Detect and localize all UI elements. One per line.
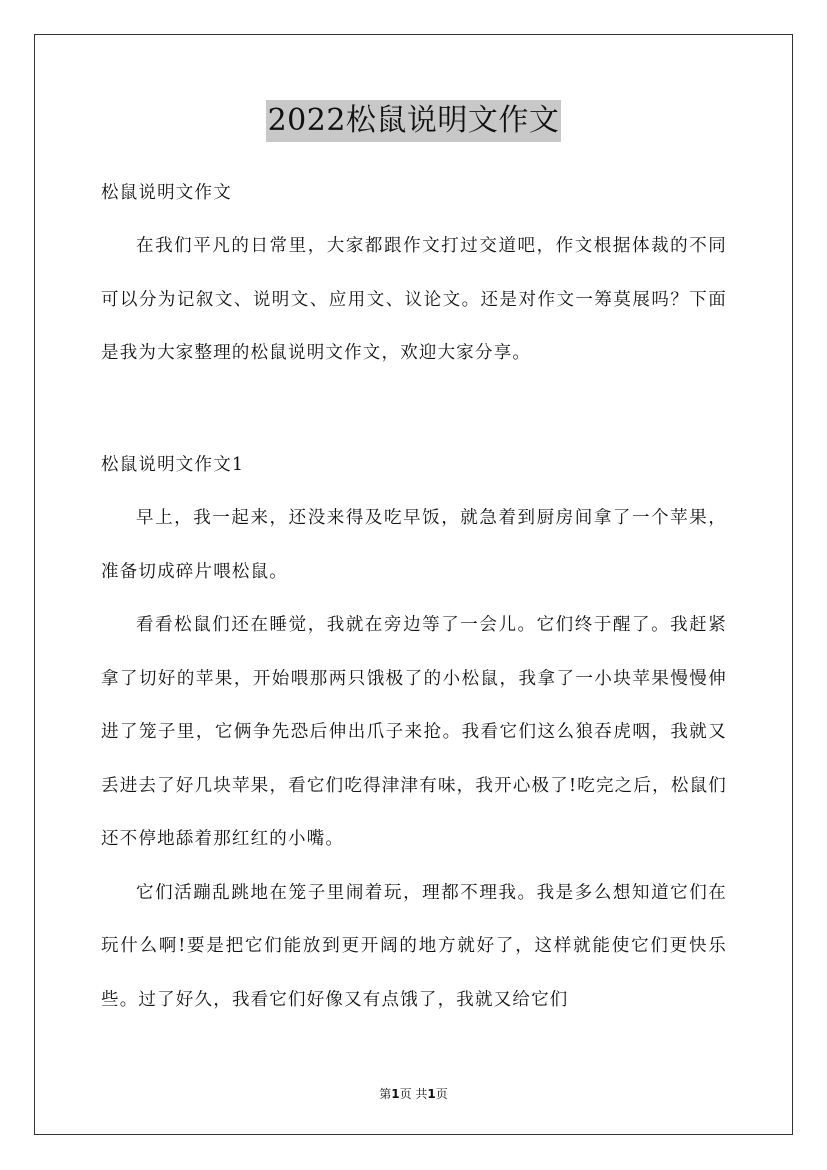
footer-mid: 页 共	[399, 1087, 428, 1101]
body-block	[101, 492, 727, 1027]
document-subtitle: 松鼠说明文作文	[101, 183, 232, 203]
footer-total-pages: 1	[427, 1087, 436, 1101]
intro-block	[101, 220, 727, 381]
footer-suffix: 页	[435, 1087, 448, 1101]
body-paragraph-1: 早上，我一起来，还没来得及吃早饭，就急着到厨房间拿了一个苹果，准备切成碎片喂松鼠。	[101, 508, 727, 582]
footer-current-page: 1	[391, 1087, 400, 1101]
footer-prefix: 第	[379, 1087, 392, 1101]
page-title: 2022松鼠说明文作文	[266, 100, 562, 142]
title-container	[0, 100, 827, 142]
section-heading: 松鼠说明文作文1	[101, 455, 245, 475]
page-footer	[0, 1085, 827, 1102]
body-paragraph-3: 它们活蹦乱跳地在笼子里闹着玩，理都不理我。我是多么想知道它们在玩什么啊!要是把它们能放到更开阔的地方就好了，这样就能使它们更快乐些。过了好久，我看它们好像又有点饿了，我就又给它们	[101, 882, 727, 1010]
intro-paragraph: 在我们平凡的日常里，大家都跟作文打过交道吧，作文根据体裁的不同可以分为记叙文、说明文、应用文、议论文。还是对作文一筹莫展吗？下面是我为大家整理的松鼠说明文作文，欢迎大家分享。	[101, 236, 727, 363]
body-paragraph-2: 看看松鼠们还在睡觉，我就在旁边等了一会儿。它们终于醒了。我赶紧拿了切好的苹果，开始喂那两只饿极了的小松鼠，我拿了一小块苹果慢慢伸进了笼子里，它俩争先恐后伸出爪子来抢。我看它们这么狼吞虎咽，我就又丢进去了好几块苹果，看它们吃得津津有味，我开心极了!吃完之后，松鼠们还不停地舔着那红红的小嘴。	[101, 615, 727, 849]
